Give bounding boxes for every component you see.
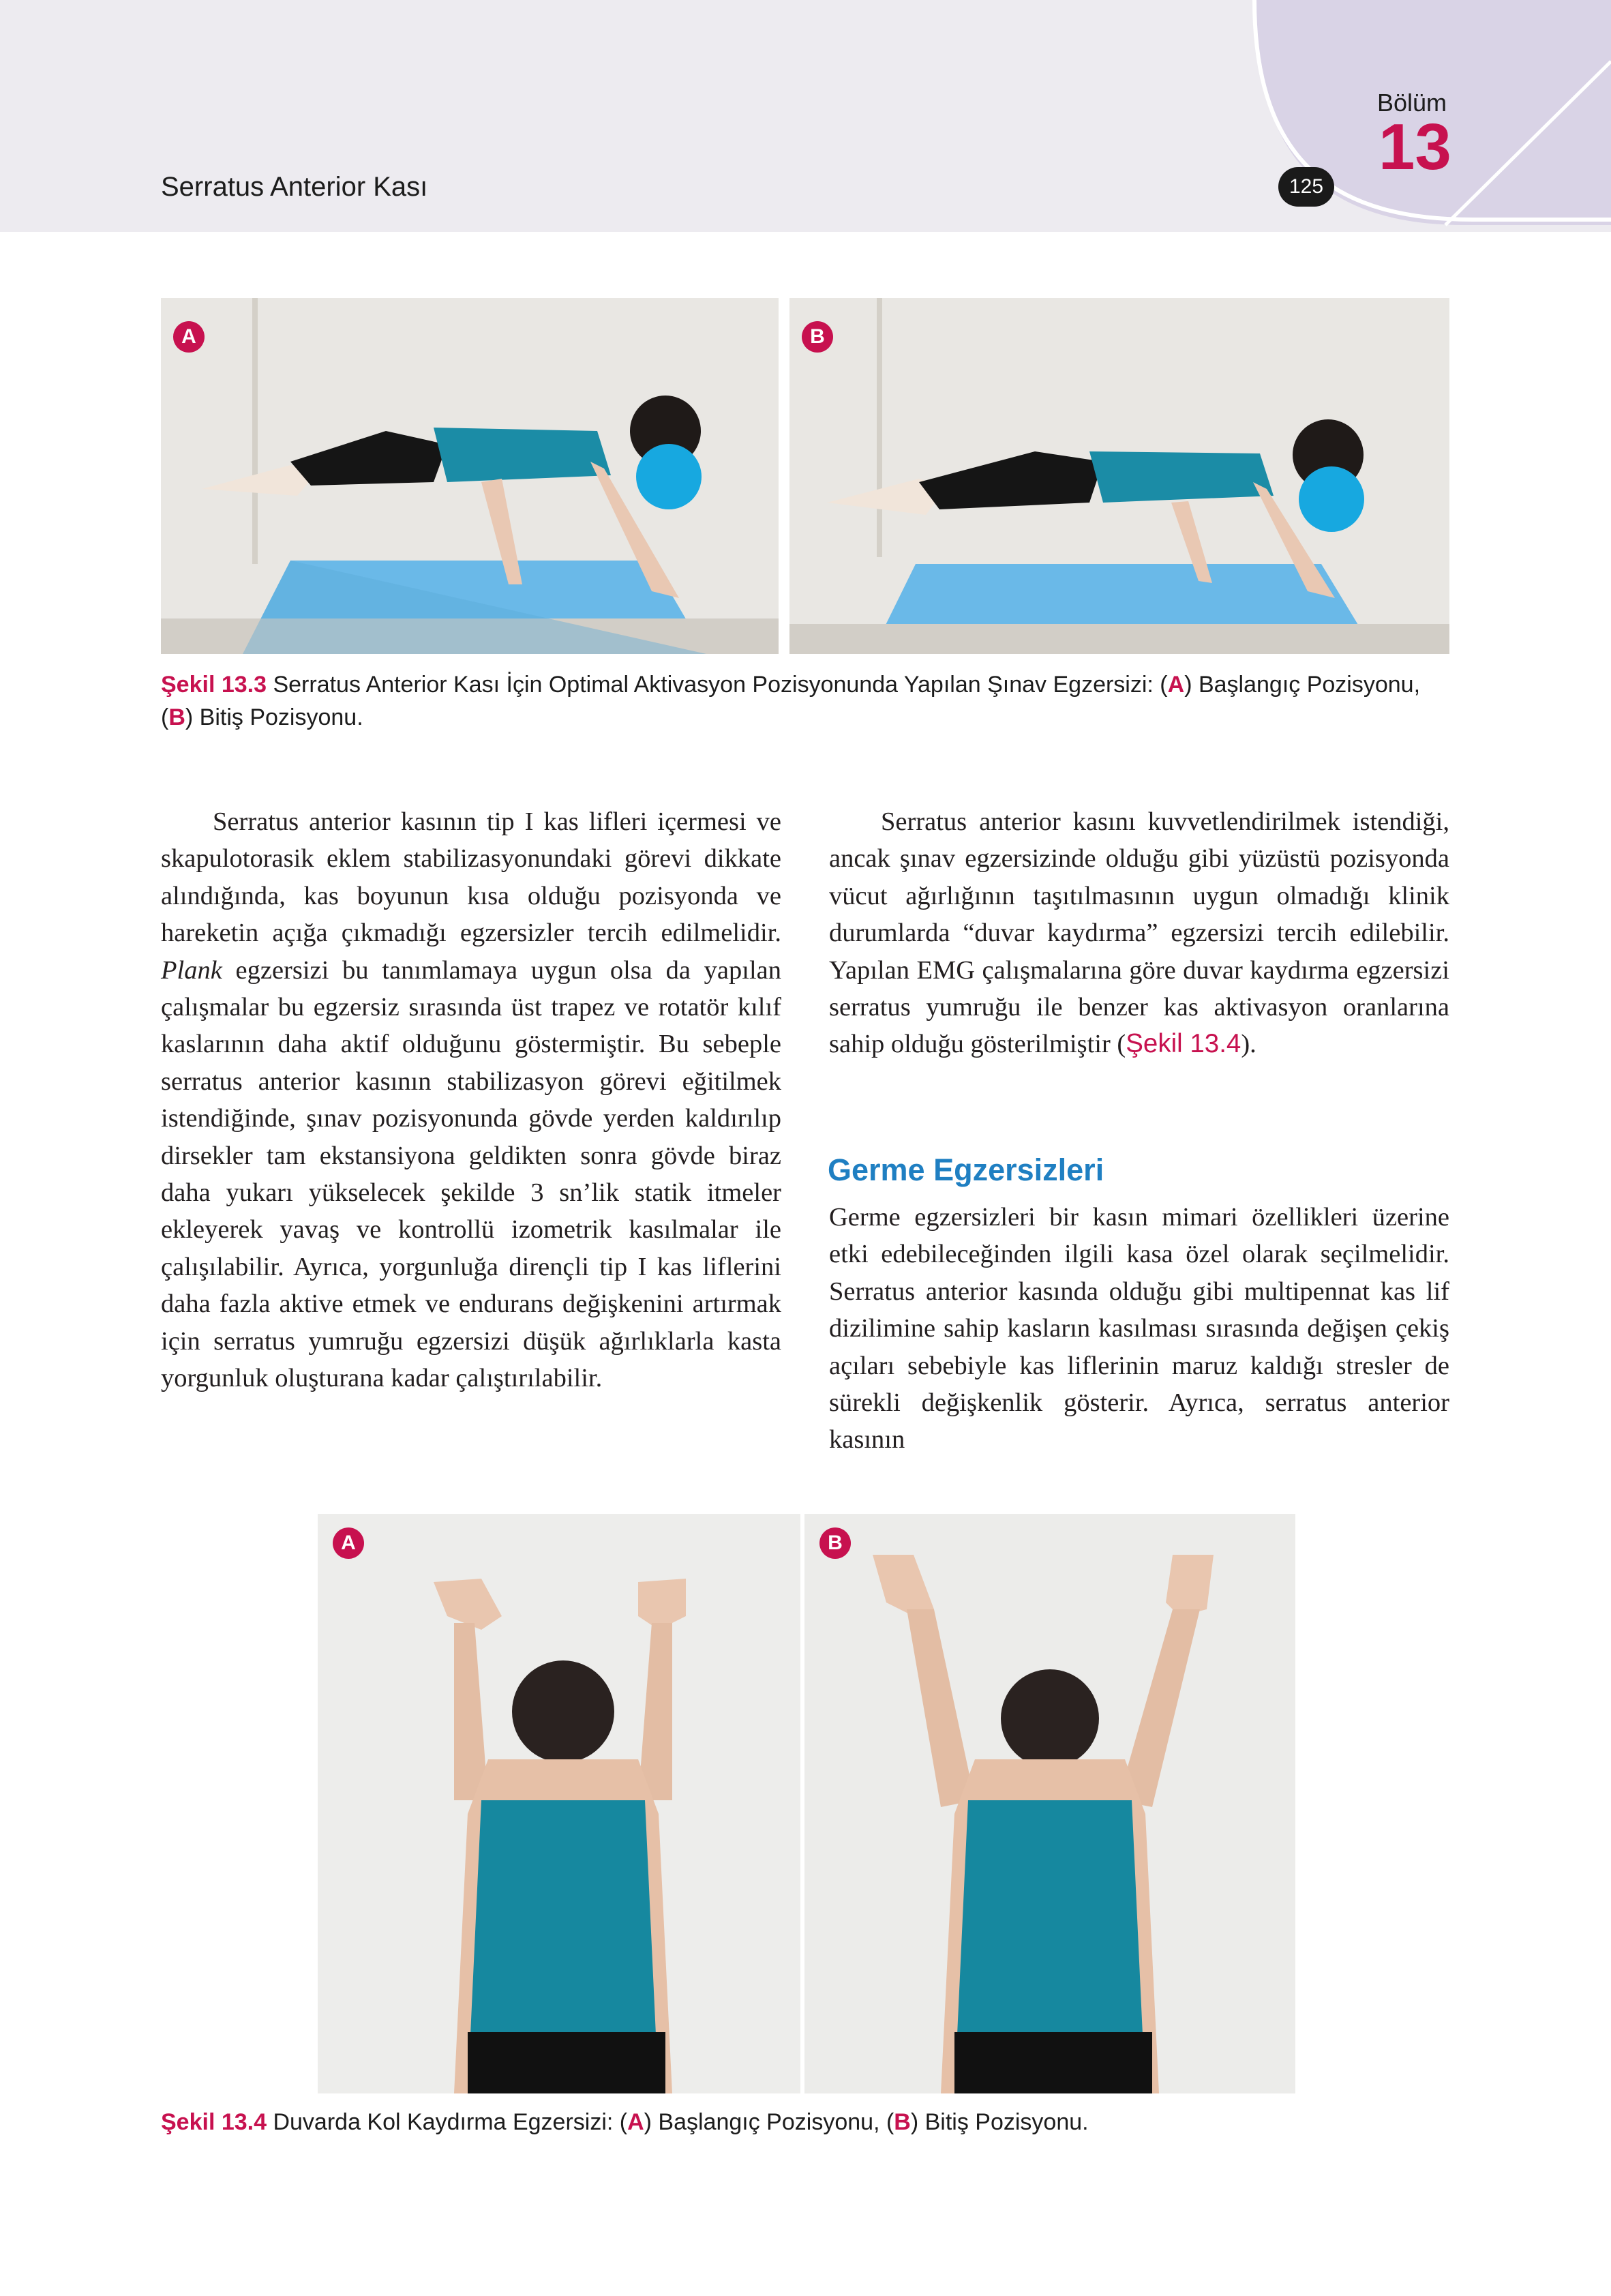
- panel-badge-a: A: [333, 1527, 364, 1559]
- italic-term: Plank: [161, 955, 222, 985]
- figure-cross-reference[interactable]: Şekil 13.4: [1126, 1029, 1241, 1059]
- figure-13-3-photo-a: [161, 298, 779, 654]
- chapter-label: Bölüm: [1377, 89, 1447, 117]
- figure-13-3-photo-b: [789, 298, 1449, 654]
- body-paragraph: [829, 803, 1449, 1063]
- caption-ref-a: A: [1167, 672, 1185, 698]
- text-run: ).: [1241, 1030, 1256, 1059]
- caption-text: ) Bitiş Pozisyonu.: [910, 2109, 1089, 2135]
- text-run: Serratus anterior kasının tip I kas lifleri içermesi ve skapulotorasik eklem stabilizasyonundaki görevi dikkate alındığında, kas boyunun kısa olduğu pozisyonda ve hareketin açığa çıkmadığı egzersizler tercih edilmelidir.: [161, 807, 781, 948]
- caption-text: Serratus Anterior Kası İçin Optimal Aktivasyon Pozisyonunda Yapılan Şınav Egzersizi: (: [267, 672, 1168, 698]
- caption-text: ) Başlangıç Pozisyonu, (: [161, 672, 1421, 730]
- caption-ref-a: A: [627, 2109, 644, 2135]
- panel-badge-b: B: [802, 321, 833, 353]
- page-number: 125: [1278, 167, 1334, 207]
- caption-text: Duvarda Kol Kaydırma Egzersizi: (: [267, 2109, 628, 2135]
- body-paragraph: Germe egzersizleri bir kasın mimari özellikleri üzerine etki edebileceğinden ilgili kasa özel olarak seçilmelidir. Serratus anterior kasında olduğu gibi multipennat kas lif dizilimine sahip kasların kasılması sırasında değişen çekiş açıları sebebiyle kas liflerinin maruz kaldığı stresler de sürekli değişkenlik gösterir. Ayrıca, serratus anterior kasının: [829, 1203, 1449, 1455]
- figure-13-3-caption: [161, 668, 1449, 734]
- caption-ref-b: B: [894, 2109, 911, 2135]
- panel-badge-b: B: [819, 1527, 851, 1559]
- right-column-top: [829, 803, 1449, 1063]
- chapter-number: 13: [1379, 110, 1451, 183]
- caption-text: ) Başlangıç Pozisyonu, (: [644, 2109, 894, 2135]
- running-title: Serratus Anterior Kası: [161, 172, 428, 202]
- section-heading: Germe Egzersizleri: [828, 1152, 1104, 1187]
- figure-13-4-photo-a: [318, 1514, 800, 2093]
- right-column-bottom: [829, 1199, 1449, 1459]
- figure-label: Şekil 13.4: [161, 2109, 267, 2135]
- body-paragraph: [161, 803, 781, 1397]
- text-run: Serratus anterior kasını kuvvetlendirilmek istendiği, ancak şınav egzersizinde olduğu gibi yüzüstü pozisyonda vücut ağırlığının taşıtılmasının uygun olmadığı klinik durumlarda “duvar kaydırma” egzersizi tercih edilebilir. Yapılan EMG çalışmalarına göre duvar kaydırma egzersizi serratus yumruğu ile benzer kas aktivasyon oranlarına sahip olduğu gösterilmiştir (: [829, 807, 1449, 1059]
- panel-badge-a: A: [173, 321, 205, 353]
- text-run: egzersizi bu tanımlamaya uygun olsa da yapılan çalışmalar bu egzersiz sırasında üst trapez ve rotatör kılıf kaslarının daha aktif olduğunu göstermiştir. Bu sebeple serratus anterior kasının stabilizasyon görevi eğitilmek istendiğinde, şınav pozisyonunda gövde yerden kaldırılıp dirsekler tam ekstansiyona geldikten sonra gövde biraz daha yukarı yükselecek şekilde 3 sn’lik statik itmeler ekleyerek yavaş ve kontrollü izometrik kasılmalar ile çalışılabilir. Ayrıca, yorgunluğa dirençli tip I kas liflerini daha fazla aktive etmek ve endurans değişkenini artırmak için serratus yumruğu egzersizi düşük ağırlıklarla kasta yorgunluk oluşturana kadar çalıştırılabilir.: [161, 955, 781, 1393]
- figure-13-4-caption: [161, 2106, 1449, 2138]
- left-column: [161, 803, 781, 1397]
- figure-label: Şekil 13.3: [161, 672, 267, 698]
- figure-13-4-photo-b: [804, 1514, 1295, 2093]
- caption-ref-b: B: [168, 704, 185, 730]
- caption-text: ) Bitiş Pozisyonu.: [185, 704, 363, 730]
